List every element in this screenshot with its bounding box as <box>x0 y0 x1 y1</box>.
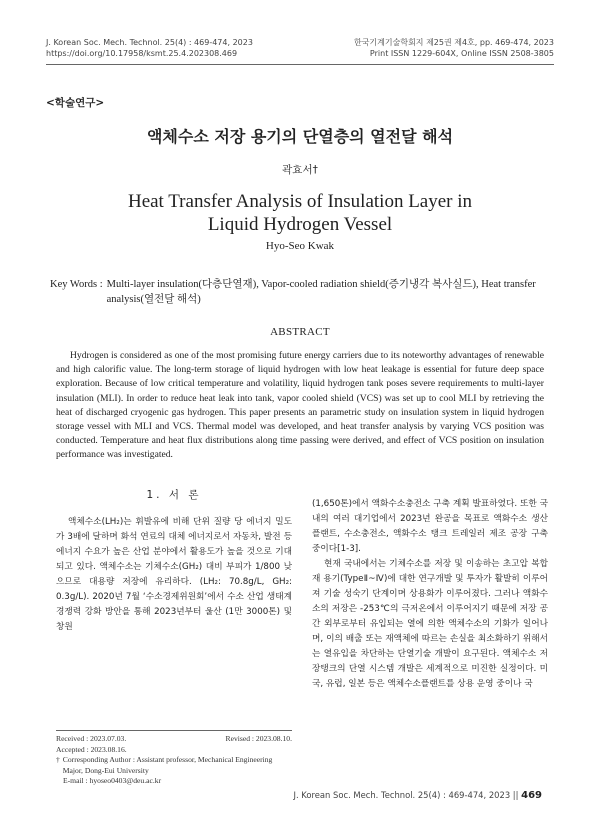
keywords-text: Multi-layer insulation(다층단열재), Vapor-cooled radiation shield(증기냉각 복사실드), Heat transfer analysis(열전달 해석) <box>106 279 536 305</box>
page-number: 469 <box>521 790 542 801</box>
intro-paragraph-1: 액체수소(LH₂)는 휘발유에 비해 단위 질량 당 에너지 밀도가 3배에 달하며 화석 연료의 대체 에너지로서 자동차, 발전 등 에너지 수요가 높은 산업 분야에서 활용도가 높을 것으로 기대되고 있다. 액체수소는 기체수소(GH₂) 대비 부피가 1/800 낮으므로 대용량 저장에 유리하다. (LH₂: 70.8g/L, GH₂: 0.3g/L). 2020년 7월 ‘수소경제위원회’에서 수소 산업 생태계 경쟁력 강화 방안을 통해 2023년부터 울산 (1만 3000톤) 및 창원 <box>56 517 292 632</box>
corresponding-author <box>56 755 292 776</box>
dagger-mark: † <box>56 755 60 764</box>
revised-date: Revised : 2023.08.10. <box>225 734 292 743</box>
article-category: <학술연구> <box>46 97 105 109</box>
title-english-line2: Liquid Hydrogen Vessel <box>207 214 393 235</box>
right-column <box>312 497 548 692</box>
author-korean: 곽효서† <box>282 164 318 176</box>
footer-citation: J. Korean Soc. Mech. Technol. 25(4) : 469-474, 2023 || <box>293 790 519 800</box>
page-footer <box>294 790 542 801</box>
corresponding-text: Corresponding Author : Assistant professor, Mechanical Engineering Major, Dong-Eui University <box>62 755 273 775</box>
journal-citation-header <box>46 37 253 59</box>
footnote-divider <box>56 730 292 731</box>
abstract-text: Hydrogen is considered as one of the most promising future energy carriers due to its noteworthy advantages of renewable and high calorific value. The long-term storage of liquid hydrogen with low heat leakage is essential for future deep space exploration. Because of low critical temperature and volatility, liquid hydrogen tank poses severe requirements to multi-layer insulation (MLI). In order to reduce heat leak into tank, vapor cooled shield (VCS) was set up to cool MLI by retrieving the heat of discharged cryogenic gas hydrogen. This paper presents an parametric study on insulation system in liquid hydrogen storage vessel with MLI and VCS. Thermal model was developed, and heat transfer analysis by varying VCS position was conducted. Temperature and heat flux distributions along time passing were derived, and effect of VCS position on insulation performance was investigated. <box>56 350 544 461</box>
received-revised-row <box>56 734 292 745</box>
abstract-heading: ABSTRACT <box>270 326 330 338</box>
intro-paragraph-2: (1,650톤)에서 액화수소충전소 구축 계획 발표하였다. 또한 국내의 여러 대기업에서 2023년 완공을 목표로 액화수소 생산 플랜트, 수소충전소, 액화수소 탱크 트레일러 제조 공장 구축 중이다[1-3]. <box>312 499 548 554</box>
section-heading: 1. 서 론 <box>146 489 202 501</box>
left-column <box>56 488 292 635</box>
header-divider <box>46 64 554 65</box>
author-english: Hyo-Seo Kwak <box>265 240 335 252</box>
journal-citation: J. Korean Soc. Mech. Technol. 25(4) : 469-474, 2023 <box>46 38 253 47</box>
email[interactable]: E-mail : hyoseo0403@deu.ac.kr <box>63 776 162 785</box>
doi-link[interactable]: https://doi.org/10.17958/ksmt.25.4.202308.469 <box>46 49 238 58</box>
issn-info: Print ISSN 1229-604X, Online ISSN 2508-3805 <box>369 49 554 58</box>
accepted-date: Accepted : 2023.08.16. <box>56 744 127 754</box>
title-korean: 액체수소 저장 용기의 단열층의 열전달 해석 <box>146 127 454 146</box>
title-english-line1: Heat Transfer Analysis of Insulation Layer in <box>127 191 473 212</box>
journal-korean-header <box>354 37 554 59</box>
received-date: Received : 2023.07.03. <box>56 734 127 743</box>
journal-korean-citation: 한국기계기술학회지 제25권 제4호, pp. 469-474, 2023 <box>353 38 554 47</box>
footnotes <box>56 734 292 787</box>
keywords <box>50 277 552 307</box>
intro-paragraph-3: 현재 국내에서는 기체수소를 저장 및 이송하는 초고압 복합재 용기(TypeⅡ~Ⅳ)에 대한 연구개발 및 투자가 활발히 이루어져 기술 성숙기 단계이며 상용화가 이루어졌다. 그러나 액화수소의 저장은 -253℃의 극저온에서 이루어지기 때문에 저장 공간 외부로부터 유입되는 열에 의한 액체수소의 기화가 일어나며, 이의 배출 또는 재액체에 따르는 손실을 최소화하기 위해서는 열유입을 차단하는 단열기술 개발이 요구된다. 액체수소 저장탱크의 단열 시스템 개발은 세계적으로 미진한 실정이다. 미국, 유럽, 일본 등은 액체수소플랜트를 상용 운영 중이나 국 <box>312 559 548 689</box>
title-english <box>0 190 600 236</box>
keywords-label: Key Words : <box>50 279 103 290</box>
